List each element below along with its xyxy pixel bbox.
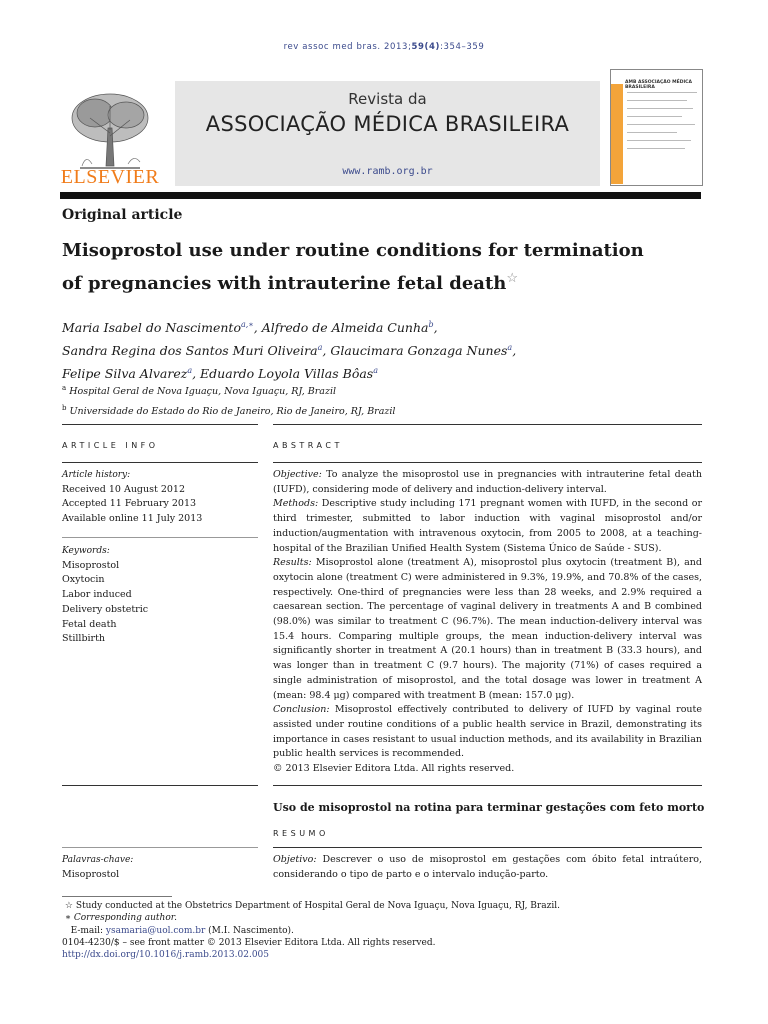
author-list: Maria Isabel do Nascimento$^{a,∗}$, Alfredo de Almeida Cunha$^b$, Sandra Regina dos Santos Muri Oliveira$^a$, Glaucimara Gonzaga Nunes$^a$, Felipe Silva Alvarez$^a$, Eduardo Loyola Villas Bôas$^a$ xyxy=(62,320,517,382)
keyword: Stillbirth xyxy=(62,633,106,645)
journal-citation: rev assoc med bras. 2013;59(4):354–359 xyxy=(283,42,485,52)
author-name: Alfredo de Almeida Cunha xyxy=(261,320,429,336)
divider xyxy=(62,424,258,425)
keywords: Keywords: Misoprostol Oxytocin Labor induced Delivery obstetric Fetal death Stillbirth xyxy=(62,544,258,647)
article-title: Misoprostol use under routine conditions for termination of pregnancies with intrauterine fetal death☆ xyxy=(62,240,644,294)
divider xyxy=(273,462,702,463)
abstract-body: Objective: To analyze the misoprostol use in pregnancies with intrauterine fetal death (IUFD), considering mode of delivery and induction-delivery interval. Methods: Descriptive study including 171 pregnant women with IUFD, in the second or third trimester, submitted to labor induction with vaginal misoprostol and/or induction/augmentation with intravenous oxytocin, from 2005 to 2008, at a teaching-hospital of the Brazilian Unified Health System (Sistema Único de Saúde - SUS). Results: Misoprostol alone (treatment A), misoprostol plus oxytocin (treatment B), and oxytocin alone (treatment C) were administered in 9.3%, 19.9%, and 70.8% of the cases, respectively. One-third of pregnancies were less than 28 weeks, and 2.9% required a caesarean section. The percentage of vaginal delivery in treatments A and B combined (98.0%) was similar to treatment C (96.7%). The mean induction-delivery interval was 15.4 hours. Comparing multiple groups, the mean induction-delivery interval was significantly shorter in treatment A (20.1 hours) than in treatment B (33.3 hours), and was longer than in treatment C (9.7 hours). The majority (71%) of cases required a single administration of misoprostol, and the total dosage was lower in treatment A (mean: 98.4 μg) compared with treatment B (mean: 157.0 μg). Conclusion: Misoprostol effectively contributed to delivery of IUFD by vaginal route assisted under routine conditions of a public health service in Brazil, demonstrating its importance in cases resistant to usual induction methods, and its availability in Brazilian public health services is recommended. © 2013 Elsevier Editora Ltda. All rights reserved. xyxy=(273,468,702,777)
divider xyxy=(273,785,702,786)
author-name: Felipe Silva Alvarez xyxy=(62,366,188,382)
footnotes: ☆ Study conducted at the Obstetrics Department of Hospital Geral de Nova Iguaçu, Nova Iguaçu, RJ, Brazil. ∗ Corresponding author. E-mail: ysamaria@uol.com.br (M.I. Nascimento). 0104-4230/$ – see front matter © 2013 Elsevier Editora Ltda. All rights reserved. http://dx.doi.org/10.1016/j.ramb.2013.02.005 xyxy=(62,901,560,961)
divider xyxy=(62,537,258,538)
masthead-title: ASSOCIAÇÃO MÉDICA BRASILEIRA xyxy=(205,112,570,136)
copyright: © 2013 Elsevier Editora Ltda. All rights reserved. xyxy=(273,763,515,775)
email-link[interactable]: ysamaria@uol.com.br xyxy=(105,925,206,936)
keyword: Labor induced xyxy=(62,589,132,601)
author-name: Glaucimara Gonzaga Nunes xyxy=(330,343,508,359)
divider xyxy=(273,847,702,848)
resumo-title: Uso de misoprostol na rotina para terminar gestações com feto morto xyxy=(273,801,705,814)
keyword: Misoprostol xyxy=(62,559,120,571)
author-name: Maria Isabel do Nascimento xyxy=(62,320,241,336)
masthead-small: Revista da xyxy=(348,90,427,108)
article-info-heading: ARTICLE INFO xyxy=(62,441,159,450)
publisher-logo-text: ELSEVIER xyxy=(60,166,160,188)
journal-website-link[interactable]: www.ramb.org.br xyxy=(342,166,433,177)
article-history: Article history: Received 10 August 2012 Accepted 11 February 2013 Available online 11 July 2013 xyxy=(62,470,203,525)
palavras-chave: Palavras-chave: Misoprostol xyxy=(62,853,258,882)
divider xyxy=(273,424,702,425)
divider xyxy=(62,785,258,786)
keyword: Fetal death xyxy=(62,618,117,630)
keyword: Misoprostol xyxy=(62,868,120,880)
abstract-heading: ABSTRACT xyxy=(273,441,343,450)
header-rule xyxy=(60,192,701,199)
author-name: Eduardo Loyola Villas Bôas xyxy=(200,366,374,382)
footnote-rule xyxy=(62,896,172,897)
article-type: Original article xyxy=(62,207,183,223)
keyword: Delivery obstetric xyxy=(62,603,149,615)
affiliations: $^a$ Hospital Geral de Nova Iguaçu, Nova Iguaçu, RJ, Brazil $^b$ Universidade do Estado do Rio de Janeiro, Rio de Janeiro, RJ, Brazil xyxy=(62,384,396,418)
divider xyxy=(62,462,258,463)
doi-link[interactable]: http://dx.doi.org/10.1016/j.ramb.2013.02.005 xyxy=(62,950,269,961)
journal-cover-thumbnail: AMB ASSOCIAÇÃO MÉDICA BRASILEIRA xyxy=(610,69,703,186)
keyword: Oxytocin xyxy=(62,574,105,586)
resumo-heading: RESUMO xyxy=(273,829,329,838)
title-footnote-mark[interactable]: ☆ xyxy=(506,271,519,286)
resumo-body: Objetivo: Descrever o uso de misoprostol em gestações com óbito fetal intraútero, considerando o tipo de parto e o intervalo indução-parto. xyxy=(273,854,702,880)
author-name: Sandra Regina dos Santos Muri Oliveira xyxy=(62,343,318,359)
divider xyxy=(62,847,258,848)
